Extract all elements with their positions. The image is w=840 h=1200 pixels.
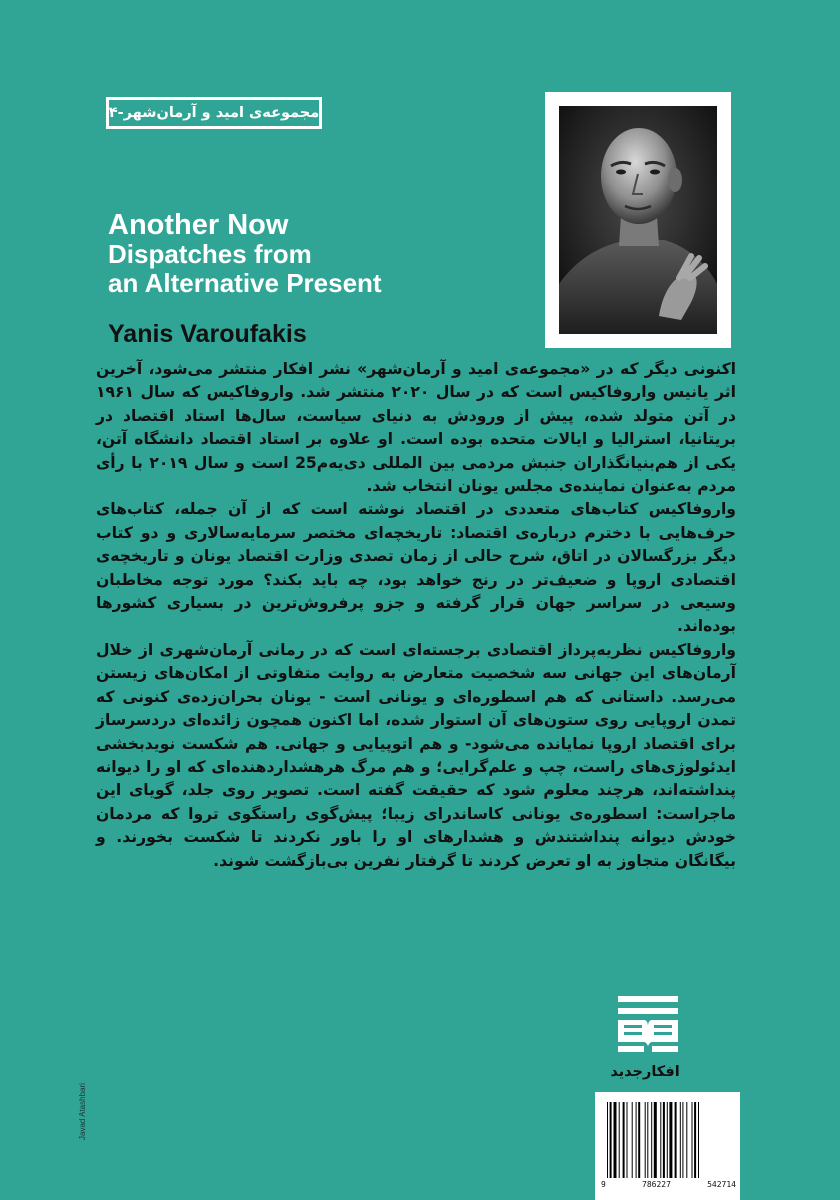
author-name: Yanis Varoufakis bbox=[108, 320, 307, 348]
description-paragraph-3: واروفاکیس نظریه‌پرداز اقتصادی برجسته‌ای است که در رمانی آرمان‌شهری از خلال آرمان‌های این جهانی سه شخصیت متعارض به روایت متفاوتی از امکان‌های زیستن می‌رسد. داستانی که هم اسطوره‌ای و یونانی است - یونان بحران‌زده‌ی کنونی که تمدن اروپایی روی ستون‌های آن استوار شده، اما اکنون همچون زائده‌ای دردسرساز برای اقتصاد اروپا نمایانده می‌شود- و هم اتوپیایی و جهانی. هم شکست نویدبخشی ایدئولوژی‌های راست، چپ و علم‌گرایی؛ و هم مرگ هرهشداردهنده‌ای که او را دیوانه پنداشته‌اند، هرچند معلوم شود که حقیقت گفته است. تصویر روی جلد، گویای این ماجراست: اسطوره‌ی یونانی کاساندرای زیبا؛ پیش‌گوی راستگوی تروا که مردمان خودش دیوانه پنداشتندش و هشدارهای او را باور نکردند تا شکست بخورند. و بیگانگان متجاوز به او تعرض کردند تا گرفتار نفرین بی‌بازگشت شوند. bbox=[96, 640, 736, 870]
author-portrait-image bbox=[559, 106, 717, 334]
designer-credit: Javad Atashbari bbox=[78, 1083, 87, 1140]
isbn-digits bbox=[601, 1180, 736, 1189]
barcode-icon bbox=[605, 1102, 730, 1178]
title-line-2: Dispatches from bbox=[108, 239, 312, 269]
description-paragraph-2: واروفاکیس کتاب‌های متعددی در اقتصاد نوشته است که از آن جمله، کتاب‌های حرف‌هایی با دخترم درباره‌ی اقتصاد: تاریخچه‌ای مختصر سرمایه‌سالاری و دو کتاب دیگر بزرگسالان در اتاق، شرح حالی از زمان تصدی وزارت اقتصاد یونان و تاریخچه‌ی اقتصادی اروپا و ضعیف‌تر در رنج خواهد بود، چه باید بکند؟ مورد توجه مخاطبان وسیعی در سراسر جهان قرار گرفته و جزو پرفروش‌ترین در بسیاری کشورها بوده‌اند. bbox=[96, 500, 736, 636]
publisher-name: افکارجدید bbox=[610, 1064, 680, 1080]
author-photo bbox=[545, 92, 731, 348]
isbn-barcode bbox=[595, 1092, 740, 1200]
open-book-logo-icon bbox=[612, 992, 684, 1072]
isbn-prefix: 9 bbox=[601, 1180, 606, 1189]
series-label: مجموعه‌ی امید و آرمان‌شهر-۴ bbox=[106, 97, 322, 129]
title-line-3: an Alternative Present bbox=[108, 268, 382, 298]
book-title bbox=[108, 211, 382, 298]
title-line-1: Another Now bbox=[108, 209, 289, 241]
isbn-group-1: 786227 bbox=[642, 1180, 671, 1189]
isbn-group-2: 542714 bbox=[707, 1180, 736, 1189]
book-description bbox=[96, 358, 736, 873]
description-paragraph-1: اکنونی دیگر که در «مجموعه‌ی امید و آرمان‌شهر» نشر افکار منتشر می‌شود، آخرین اثر یانیس وارو‌فاکیس است که در سال ۲۰۲۰ منتشر شد. واروفاکیس که سال ۱۹۶۱ در آتن متولد شده، پیش از ورودش به دنیای سیاست، سال‌ها استاد اقتصاد در بریتانیا، استرالیا و ایالات متحده بوده است. او علاوه بر استاد اقتصاد دانشگاه آتن، یکی از هم‌بنیانگذاران جنبش مردمی بین المللی دی‌یه‌م25 است و سال ۲۰۱۹ با رأی مردم به‌عنوان نماینده‌ی مجلس یونان انتخاب شد. bbox=[96, 360, 736, 496]
